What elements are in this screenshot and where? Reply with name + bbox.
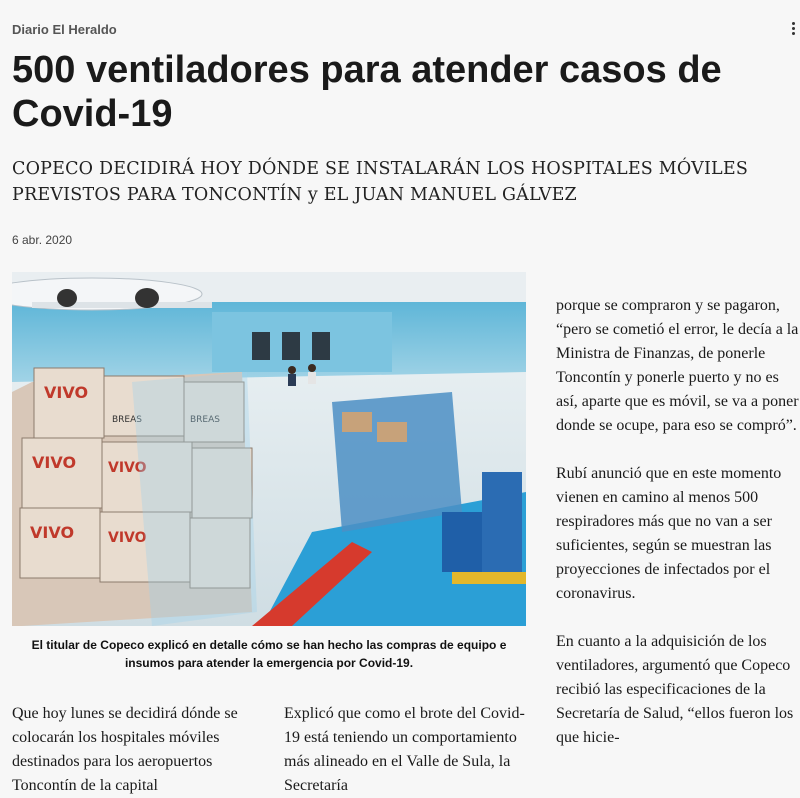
article-column-2 (284, 702, 534, 798)
more-vertical-icon[interactable] (790, 22, 796, 40)
box-brand-label: VIVO (44, 383, 89, 402)
article-title: 500 ventiladores para atender casos de Covid-19 (12, 49, 722, 135)
article-date: 6 abr. 2020 (12, 233, 73, 247)
article-column-1 (12, 702, 272, 798)
photo-caption: El titular de Copeco explicó en detalle cómo se han hecho las compras de equipo e insumos para atender la emergencia por Covid-19. (31, 638, 507, 670)
paragraph: porque se compraron y se pagaron, “pero se cometió el error, le decía a la Ministra de Finanzas, de ponerle Toncontín y ponerle puerto y no es así, aparte que es móvil, se va a poner donde se ocupe, para eso se compró”. (556, 297, 799, 434)
box-brand-label: VIVO (108, 530, 147, 546)
article-column-3 (556, 294, 800, 750)
paragraph: Explicó que como el brote del Covid-19 está teniendo un comportamiento más alineado en el Valle de Sula, la Secretaría (284, 705, 525, 794)
box-brand-label: VIVO (30, 523, 75, 542)
paragraph: Rubí anunció que en este momento vienen en camino al menos 500 respiradores más que no van a ser suficientes, según se muestran las proyecciones de infectados por el coronavirus. (556, 465, 782, 602)
publication-name: Diario El Heraldo (12, 22, 117, 37)
article-photo (12, 272, 526, 626)
box-label: BREAS (112, 415, 142, 425)
paragraph: En cuanto a la adquisición de los ventiladores, argumentó que Copeco recibió las especificaciones de la Secretaría de Salud, “ellos fueron los que hicie- (556, 633, 794, 746)
paragraph: Que hoy lunes se decidirá dónde se colocarán los hospitales móviles destinados para los aeropuertos Toncontín de la capital (12, 705, 238, 794)
box-label: BREAS (190, 415, 220, 425)
article-subtitle: COPECO DECIDIRÁ HOY DÓNDE SE INSTALARÁN LOS HOSPITALES MÓVILES PREVISTOS PARA TONCONTÍN y EL JUAN MANUEL GÁLVEZ (12, 159, 749, 205)
box-brand-label: VIVO (32, 453, 77, 472)
box-brand-label: VIVO (108, 460, 147, 476)
